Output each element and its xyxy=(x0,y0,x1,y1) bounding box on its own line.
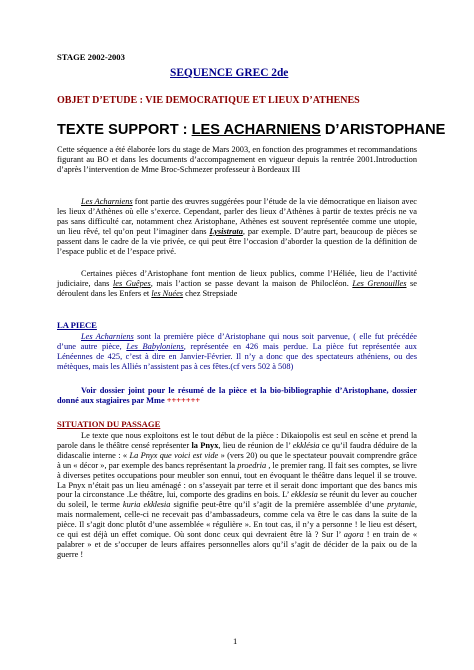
paragraph-dossier xyxy=(57,386,417,406)
support-author: D’ARISTOPHANE xyxy=(320,122,446,138)
term-prytanie: prytanie xyxy=(387,500,415,510)
stage-label: STAGE 2002-2003 xyxy=(57,52,125,62)
objet-heading: OBJET D’ETUDE : VIE DEMOCRATIQUE ET LIEUX D’ATHENES xyxy=(57,95,360,106)
term-kuria-ekklesia: kuria ekklesia xyxy=(122,500,171,510)
heading-la-piece: LA PIECE xyxy=(57,320,97,330)
term-ekklesia: ekklésia xyxy=(292,440,320,450)
title-babyloniens: Les Babyloniens xyxy=(126,341,184,351)
title-acharniens-2: Les Acharniens xyxy=(81,332,134,341)
dossier-text: Voir dossier joint pour le résumé de la pièce et la bio-bibliographie d’Aristophane, dossier donné aux stagiaires par Mme xyxy=(57,386,417,405)
support-work-title: LES ACHARNIENS xyxy=(191,122,321,138)
heading-situation: SITUATION DU PASSAGE xyxy=(57,419,161,429)
dossier-placeholder: +++++++ xyxy=(166,395,201,405)
term-ekklesia-2: ekklesia xyxy=(290,490,318,500)
quote-pnyx-vide: La Pnyx que voici est vide xyxy=(129,450,219,460)
paragraph-acharniens xyxy=(57,197,417,256)
title-lysistrata: Lysistrata xyxy=(209,226,243,236)
para2-text: Certaines pièces d’Aristophane font mention de lieux publics, comme l’Héliée, lieu de l’activité judiciaire, dans xyxy=(57,269,417,288)
page-number: 1 xyxy=(233,636,238,646)
support-prefix: TEXTE SUPPORT : xyxy=(57,122,192,138)
term-pnyx: la Pnyx xyxy=(191,440,219,450)
title-nuees: les Nuées xyxy=(151,288,184,298)
term-agora: agora xyxy=(343,530,364,540)
paragraph-piece: Les Acharniens sont la première pièce d’Aristophane qui nous soit parvenue, ( elle fut précédée d’une autre pièce, Les Babyloniens, représentée en 426 mais perdue. La pièce fut représentée aux Lénéennes de 425, c’est à dire en Janvier-Février. Il n’y a donc que des spectateurs athéniens, ou des métèques, mais les Alliés n’assistent pas à ces fêtes.(cf vers 502 à 508) xyxy=(57,332,418,371)
para1-text-end: , par exemple. D’autre part, beaucoup de pièces se passent dans le cadre de la vie privée, ce qui peut être l’occasion d’aborder la question de la définition de l’espace public et de l’espace privé. xyxy=(57,226,417,256)
term-proedria: proedria xyxy=(237,460,267,470)
title-guepes: les Guêpes xyxy=(112,278,151,288)
intro-text: Cette séquence a été élaborée lors du stage de Mars 2003, en fonction des programmes et recommandations figurant au BO et dans les documents d’accompagnement en vigueur depuis la rentrée 2001.Introduction d’après l’intervention de Mme Broc-Schmezer professeur à Bordeaux III xyxy=(57,145,417,174)
paragraph-situation: Le texte que nous exploitons est le tout début de la pièce : Dikaiopolis est seul en scène et prend la parole dans le théâtre censé représenter la Pnyx, lieu de réunion de l’ ekklésia ce qu’il faudra déduire de la didascalie interne : « La Pnyx que voici est vide » (vers 20) ou que le spectateur pouvait comprendre grâce à un « décor », par exemple des bancs représentant la proedria , le premier rang. Il fait ses comptes, se livre à diverses petites occupations pour meubler son ennui, tout en évoquant le théâtre dans lequel il se trouve. La Pnyx n’était pas un lieu aménagé : on s’asseyait par terre et il serait donc important que des bancs mis pour la circonstance .Le théâtre, lui, comporte des gradins en bois. L’ ekklesia se réunit du lever au coucher du soleil, le terme kuria ekklesia signifie peut-être qu’il s’agit de la première assemblée d’une prytanie, mais normalement, celle-ci ne recevait pas d’ambassadeurs, comme cela va être le cas dans la suite de la pièce. Il s’agit donc plutôt d’une assemblée « régulière ». En tout cas, il n’y a personne ! le lieu est désert, ce qui est déjà un effet comique. Où sont donc ceux qui devraient être là ? Sur l’ agora ! en train de « palabrer » et de s’occuper de leurs affaires personnelles alors qu’il s’agit de décider de la paix ou de la guerre ! xyxy=(57,431,418,559)
sequence-title: SEQUENCE GREC 2de xyxy=(170,67,289,79)
title-grenouilles: Les Grenouilles xyxy=(352,278,407,288)
intro-paragraph xyxy=(57,145,417,175)
title-acharniens: Les Acharniens xyxy=(81,197,133,206)
para1-text: font partie des œuvres suggérées pour l’étude de la vie démocratique en liaison avec les lieux d’Athènes où elle s’exerce. Cependant, parler des lieux d’Athènes à partir de textes précis ne va pas sans difficulté car, notamment chez Aristophane, Athènes est souvent représentée comme une utopie, un lieu rêvé, tel qu’on peut l’imaginer dans xyxy=(57,197,417,236)
support-title xyxy=(57,122,445,138)
paragraph-lieux-publics: Certaines pièces d’Aristophane font mention de lieux publics, comme l’Héliée, lieu de l’activité judiciaire, dans les Guêpes, mais l’action se passe devant la maison de Philocléon. Les Grenouilles se déroulent dans les Enfers et les Nuées chez Strepsiade xyxy=(57,269,417,298)
